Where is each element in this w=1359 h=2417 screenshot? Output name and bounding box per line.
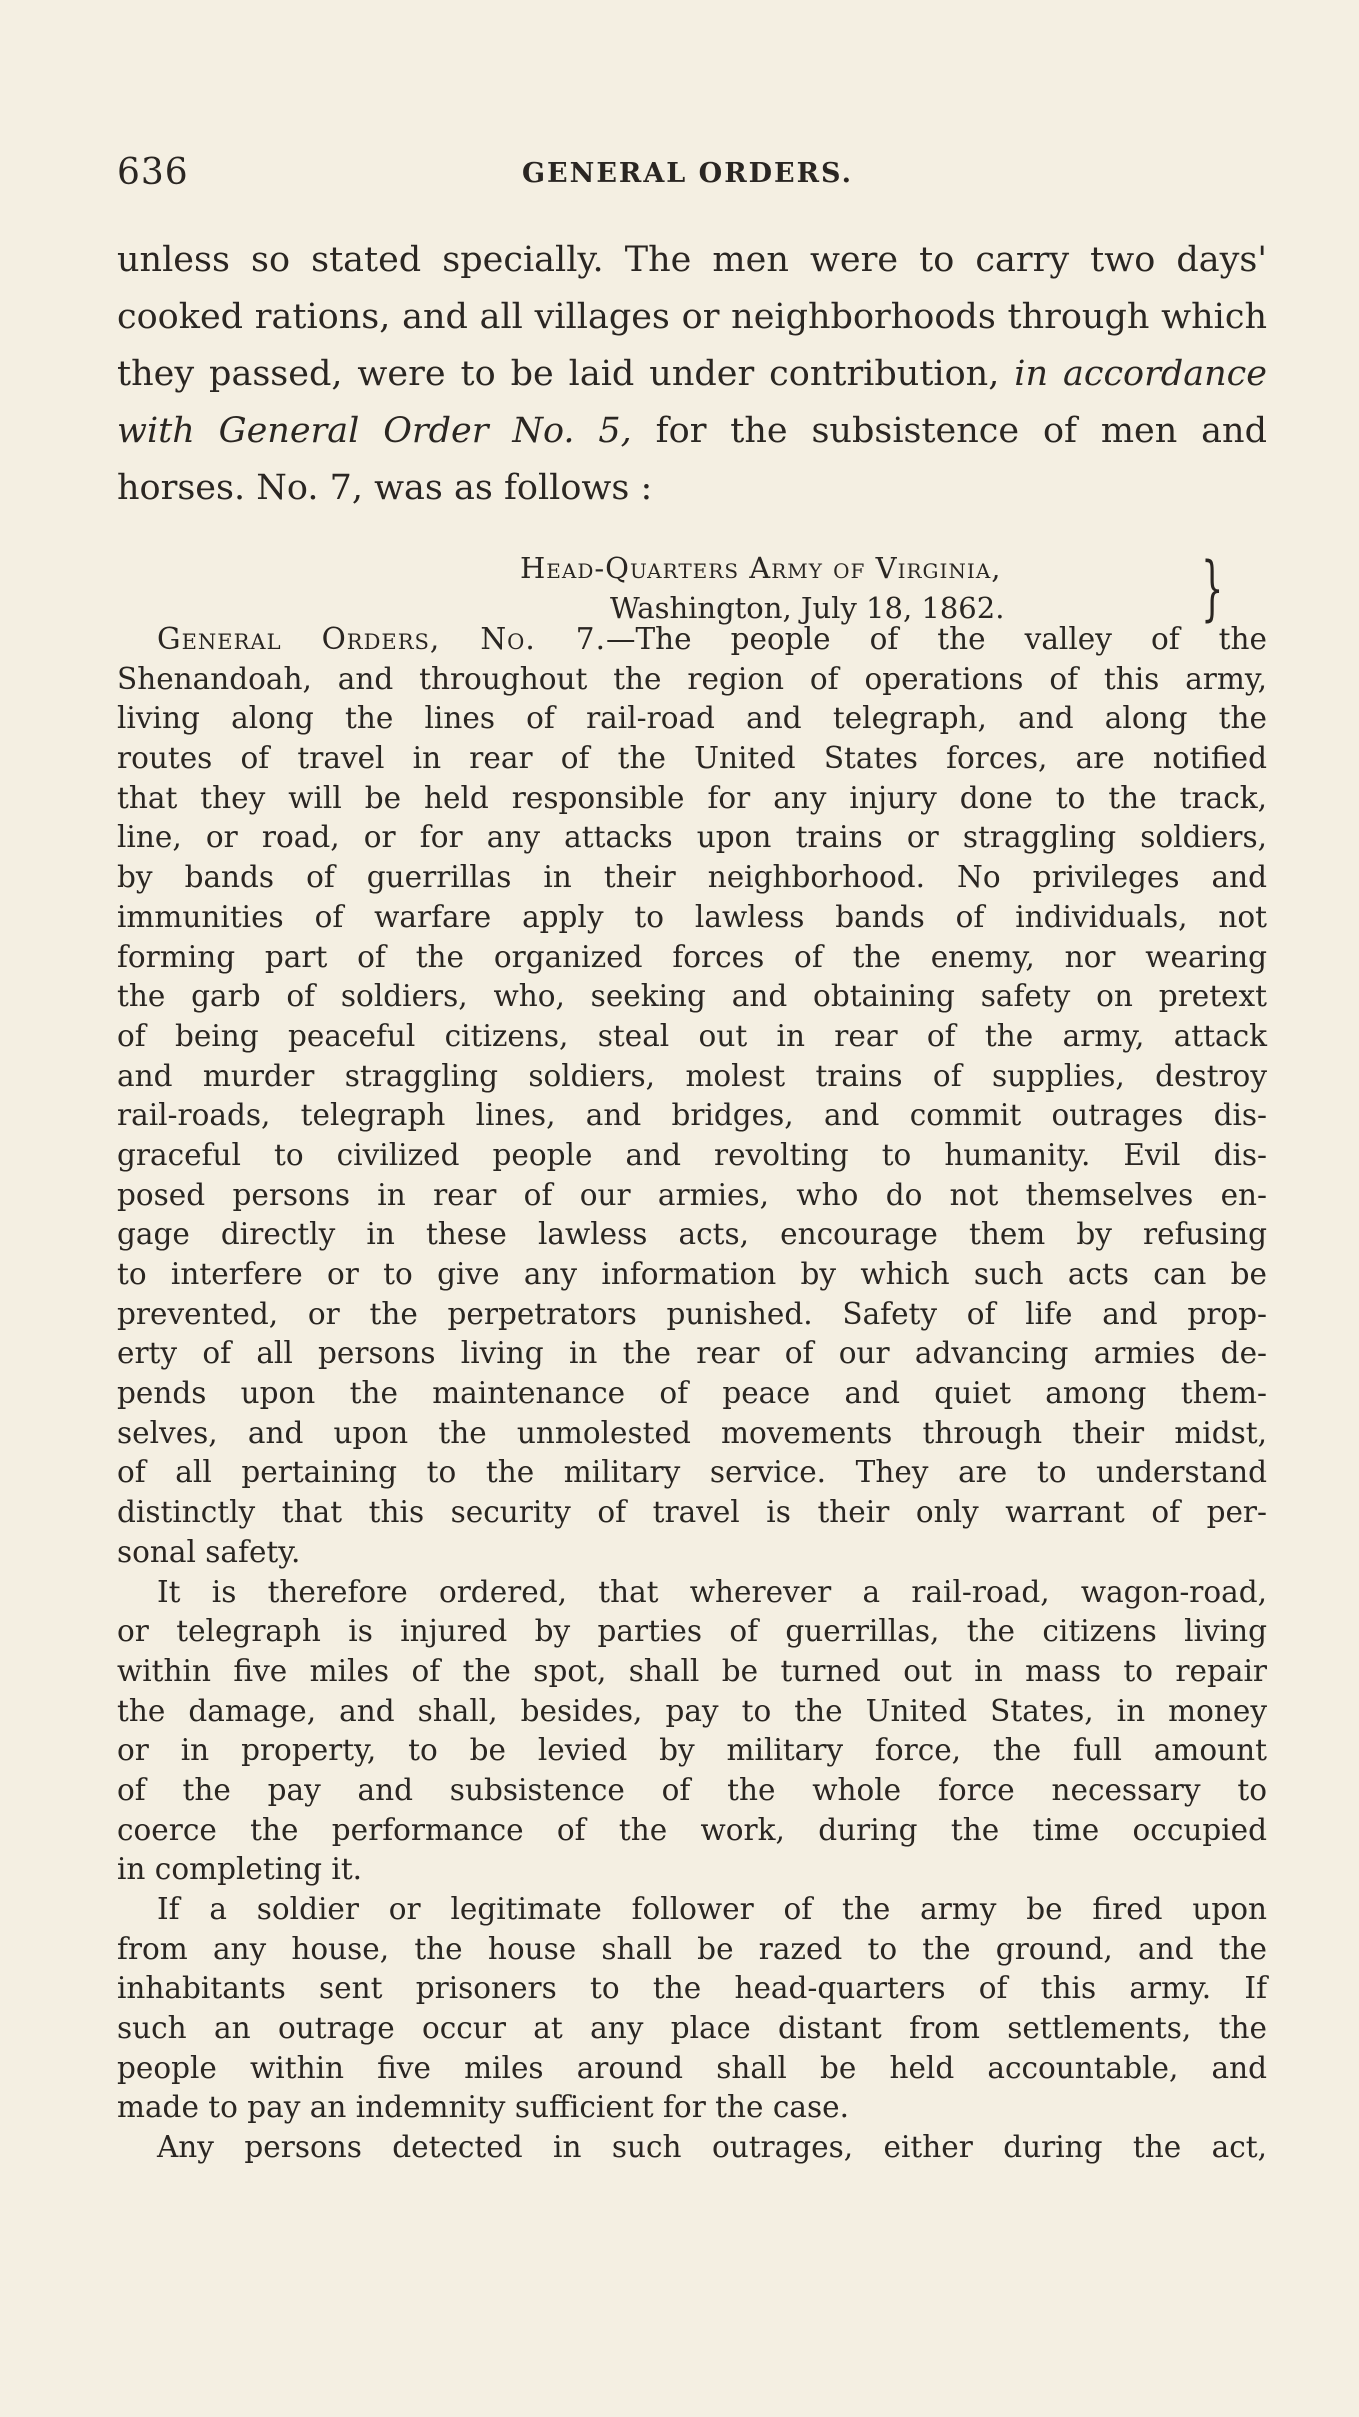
order-line: and murder straggling soldiers, molest trains of supplies, destroy: [117, 1058, 1267, 1093]
order-line: such an outrage occur at any place distant from settlements, the: [117, 2011, 1267, 2046]
order-line-text: —The people of the valley of the: [605, 622, 1267, 656]
order-line: gage directly in these lawless acts, encourage them by refusing: [117, 1217, 1267, 1252]
running-head-title: GENERAL ORDERS.: [522, 158, 853, 189]
order-line: made to pay an indemnity sufficient for the case.: [117, 2090, 849, 2125]
running-head: [117, 152, 1267, 202]
intro-line: [117, 346, 1267, 403]
order-line: [117, 620, 1267, 660]
order-line: inhabitants sent prisoners to the head-quarters of this army. If: [117, 1971, 1267, 2006]
order-line: of the pay and subsistence of the whole force necessary to: [117, 1772, 1267, 1807]
order-line: from any house, the house shall be razed to the ground, and the: [117, 1931, 1267, 1966]
order-line: routes of travel in rear of the United States forces, are notified: [117, 741, 1267, 776]
order-line: in completing it.: [117, 1852, 363, 1887]
dateline-headquarters: Head-Quarters Army of Virginia,: [520, 551, 1002, 585]
order-line: posed persons in rear of our armies, who do not themselves en-: [117, 1177, 1267, 1212]
order-line: forming part of the organized forces of the enemy, nor wearing: [117, 939, 1267, 974]
order-line: to interfere or to give any information by which such acts can be: [117, 1257, 1267, 1291]
order-line: the garb of soldiers, who, seeking and obtaining safety on pretext: [117, 979, 1267, 1014]
order-line: line, or road, or for any attacks upon trains or straggling soldiers,: [117, 820, 1267, 855]
order-line: erty of all persons living in the rear of our advancing armies de-: [117, 1336, 1267, 1371]
order-line: of being peaceful citizens, steal out in rear of the army, attack: [117, 1018, 1267, 1053]
intro-paragraph: [117, 232, 1267, 517]
intro-line: cooked rations, and all villages or neighborhoods through which: [117, 297, 1267, 337]
brace-glyph: }: [1201, 547, 1224, 629]
order-line: selves, and upon the unmolested movements through their midst,: [117, 1415, 1267, 1450]
order-line: of all pertaining to the military service. They are to understand: [117, 1455, 1267, 1490]
order-line: graceful to civilized people and revolting to humanity. Evil dis-: [117, 1137, 1267, 1172]
intro-line: unless so stated specially. The men were to carry two days': [117, 240, 1267, 280]
intro-italic-phrase: with General Order No. 5,: [117, 411, 632, 451]
order-line: people within five miles around shall be held accountable, and: [117, 2050, 1267, 2085]
general-order-text: [117, 620, 1267, 2168]
order-line: or telegraph is injured by parties of guerrillas, the citizens living: [117, 1614, 1267, 1649]
intro-line-text: they passed, were to be laid under contribution,: [117, 354, 1000, 394]
order-line: living along the lines of rail-road and telegraph, and along the: [117, 701, 1267, 736]
order-line: If a soldier or legitimate follower of the army be fired upon: [157, 1892, 1267, 1926]
order-line: Shenandoah, and throughout the region of operations of this army,: [117, 661, 1267, 696]
intro-italic-phrase: in accordance: [1014, 354, 1267, 394]
order-line: immunities of warfare apply to lawless bands of individuals, not: [117, 899, 1267, 934]
order-line: distinctly that this security of travel is their only warrant of per-: [117, 1495, 1267, 1530]
order-line: rail-roads, telegraph lines, and bridges, and commit outrages dis-: [117, 1098, 1267, 1133]
order-caption: General Orders, No. 7.: [157, 622, 606, 656]
order-line: coerce the performance of the work, during the time occupied: [117, 1812, 1267, 1847]
order-line: that they will be held responsible for any injury done to the track,: [117, 780, 1267, 815]
order-line: within five miles of the spot, shall be turned out in mass to repair: [117, 1653, 1267, 1688]
dateline: [520, 548, 1240, 628]
order-line: prevented, or the perpetrators punished. Safety of life and prop-: [117, 1296, 1267, 1331]
order-line: pends upon the maintenance of peace and quiet among them-: [117, 1376, 1267, 1411]
order-line: by bands of guerrillas in their neighborhood. No privileges and: [117, 860, 1267, 895]
intro-line: [117, 403, 1267, 460]
intro-line: horses. No. 7, was as follows :: [117, 468, 653, 508]
page-number: 636: [117, 152, 189, 193]
intro-line-text: for the subsistence of men and: [655, 411, 1267, 451]
order-line: It is therefore ordered, that wherever a rail-road, wagon-road,: [157, 1574, 1267, 1609]
order-line: sonal safety.: [117, 1534, 301, 1569]
order-line: or in property, to be levied by military force, the full amount: [117, 1733, 1267, 1768]
order-line: Any persons detected in such outrages, either during the act,: [157, 2130, 1267, 2165]
order-line: the damage, and shall, besides, pay to the United States, in money: [117, 1693, 1267, 1728]
dateline-washington: Washington, July 18, 1862.: [610, 591, 1005, 625]
